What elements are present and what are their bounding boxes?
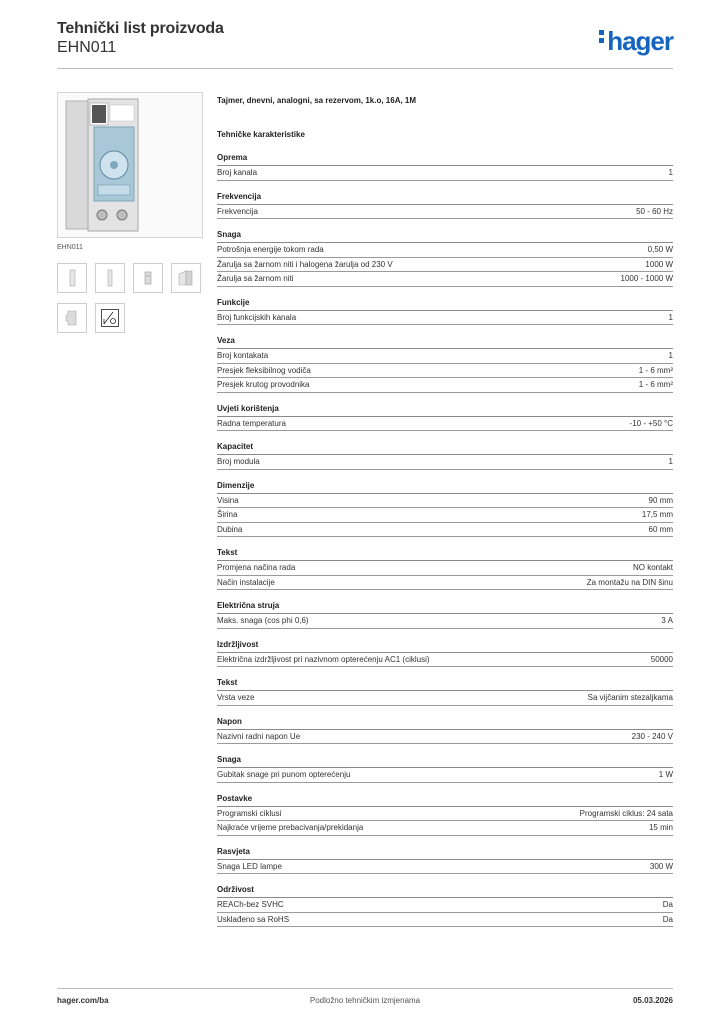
spec-label: Broj modula <box>217 457 260 466</box>
spec-group-title: Napon <box>217 716 673 730</box>
spec-row <box>217 455 673 470</box>
spec-row <box>217 311 673 326</box>
product-code: EHN011 <box>57 39 117 56</box>
spec-group-title: Rasvjeta <box>217 846 673 860</box>
spec-group <box>217 600 673 629</box>
spec-label: Presjek fleksibilnog vodiča <box>217 365 311 375</box>
spec-group-title: Dimenzije <box>217 480 673 494</box>
thumbnail-angle[interactable] <box>171 263 201 293</box>
spec-group <box>217 846 673 875</box>
timer-device-image <box>58 93 202 237</box>
thumbnail-front[interactable] <box>57 263 87 293</box>
spec-row <box>217 243 673 258</box>
spec-value: 1 - 6 mm² <box>638 365 673 375</box>
spec-row <box>217 768 673 783</box>
spec-group <box>217 793 673 836</box>
spec-label: Radna temperatura <box>217 418 286 428</box>
spec-group <box>217 441 673 470</box>
spec-group-title: Tekst <box>217 677 673 691</box>
thumbnail-top[interactable] <box>133 263 163 293</box>
spec-label: Broj kontakata <box>217 351 269 360</box>
spec-value: Da <box>662 914 673 924</box>
page-header <box>57 20 673 70</box>
spec-group-title: Frekvencija <box>217 191 673 205</box>
spec-group <box>217 191 673 220</box>
spec-label: Visina <box>217 495 239 505</box>
spec-row <box>217 258 673 273</box>
spec-group <box>217 335 673 393</box>
spec-group-title: Električna struja <box>217 600 673 614</box>
spec-group <box>217 884 673 927</box>
spec-row <box>217 349 673 364</box>
spec-value: NO kontakt <box>632 563 673 572</box>
spec-label: Gubitak snage pri punom opterećenju <box>217 770 351 779</box>
photo-caption: EHN011 <box>57 244 83 251</box>
spec-groups <box>217 152 673 927</box>
spec-value: Za montažu na DIN šinu <box>586 577 673 587</box>
spec-row <box>217 614 673 629</box>
product-photo[interactable] <box>57 92 203 238</box>
spec-label: Širina <box>217 510 238 519</box>
spec-value: 1 <box>668 351 673 360</box>
spec-row <box>217 576 673 591</box>
spec-label: Frekvencija <box>217 206 258 216</box>
spec-row <box>217 653 673 668</box>
spec-label: Najkraće vrijeme prebacivanja/prekidanja <box>217 823 364 832</box>
spec-value: 1 - 6 mm² <box>638 380 673 389</box>
spec-value: 1 W <box>658 770 673 779</box>
spec-row <box>217 508 673 523</box>
spec-value: 3 A <box>661 616 673 625</box>
spec-row <box>217 860 673 875</box>
spec-group-title: Kapacitet <box>217 441 673 455</box>
spec-group-title: Veza <box>217 335 673 349</box>
spec-label: Dubina <box>217 524 243 534</box>
spec-value: 0,50 W <box>647 245 673 254</box>
spec-row <box>217 272 673 287</box>
device-side-icon <box>100 268 120 288</box>
spec-value: 230 - 240 V <box>631 731 673 741</box>
device-front-icon <box>62 268 82 288</box>
spec-row <box>217 691 673 706</box>
spec-row <box>217 913 673 928</box>
spec-label: Vrsta veze <box>217 693 255 702</box>
product-media-column <box>57 92 203 333</box>
spec-row <box>217 561 673 576</box>
spec-group <box>217 297 673 326</box>
spec-group <box>217 403 673 432</box>
spec-label: Broj kanala <box>217 168 258 177</box>
spec-value: 1 <box>668 168 673 177</box>
spec-row <box>217 205 673 220</box>
spec-row <box>217 378 673 393</box>
spec-group <box>217 480 673 538</box>
spec-group-title: Uvjeti korištenja <box>217 403 673 417</box>
product-description: Tajmer, dnevni, analogni, sa rezervom, 1k.o, 16A, 1M <box>217 96 417 105</box>
spec-value: Sa vijčanim stezaljkama <box>587 693 673 702</box>
wiring-diagram-icon <box>100 308 120 328</box>
thumbnail-side[interactable] <box>95 263 125 293</box>
hager-logo: hager <box>599 26 673 57</box>
spec-group-title: Izdržljivost <box>217 639 673 653</box>
spec-value: 1000 W <box>645 259 673 269</box>
footer-website[interactable]: hager.com/ba <box>57 996 109 1005</box>
spec-group-title: Održivost <box>217 884 673 898</box>
spec-group-title: Oprema <box>217 152 673 166</box>
spec-label: Presjek krutog provodnika <box>217 380 310 389</box>
spec-row <box>217 807 673 822</box>
thumbnail-row-2 <box>57 303 203 333</box>
logo-dots-icon <box>599 30 605 46</box>
spec-value: Programski ciklus: 24 sata <box>579 808 673 818</box>
spec-label: Način instalacije <box>217 577 275 587</box>
spec-group-title: Postavke <box>217 793 673 807</box>
spec-group-title: Snaga <box>217 754 673 768</box>
spec-label: Žarulja sa žarnom niti i halogena žarulja od 230 V <box>217 259 393 269</box>
spec-group <box>217 547 673 590</box>
spec-row <box>217 494 673 509</box>
spec-value: -10 - +50 °C <box>629 418 673 428</box>
spec-value: Da <box>662 900 673 909</box>
spec-group <box>217 677 673 706</box>
spec-value: 300 W <box>649 861 673 871</box>
spec-value: 17,5 mm <box>641 510 673 519</box>
tech-specs-heading: Tehničke karakteristike <box>217 130 305 139</box>
device-top-icon <box>138 268 158 288</box>
spec-value: 50000 <box>650 654 673 664</box>
spec-value: 90 mm <box>648 495 673 505</box>
spec-label: Programski ciklusi <box>217 808 282 818</box>
spec-group-title: Tekst <box>217 547 673 561</box>
document-title: Tehnički list proizvoda <box>57 20 224 37</box>
spec-label: REACh-bez SVHC <box>217 900 284 909</box>
spec-label: Promjena načina rada <box>217 563 296 572</box>
footer-date: 05.03.2026 <box>632 996 673 1005</box>
spec-row <box>217 166 673 181</box>
spec-value: 15 min <box>648 823 673 832</box>
spec-row <box>217 364 673 379</box>
spec-label: Usklađeno sa RoHS <box>217 914 290 924</box>
spec-value: 1 <box>668 457 673 466</box>
spec-row <box>217 898 673 913</box>
spec-value: 60 mm <box>648 524 673 534</box>
spec-value: 1000 - 1000 W <box>620 274 673 283</box>
spec-label: Maks. snaga (cos phi 0,6) <box>217 616 309 625</box>
spec-value: 50 - 60 Hz <box>636 206 673 216</box>
spec-group <box>217 229 673 287</box>
spec-label: Potrošnja energije tokom rada <box>217 245 324 254</box>
spec-row <box>217 821 673 836</box>
spec-label: Električna izdržljivost pri nazivnom opterećenju AC1 (ciklusi) <box>217 654 430 664</box>
spec-label: Nazivni radni napon Ue <box>217 731 301 741</box>
device-angle-icon <box>176 268 196 288</box>
spec-row <box>217 523 673 538</box>
spec-group <box>217 639 673 668</box>
specifications-column <box>217 96 673 937</box>
spec-label: Broj funkcijskih kanala <box>217 312 297 322</box>
header-divider <box>57 68 673 69</box>
spec-label: Snaga LED lampe <box>217 861 282 871</box>
spec-group <box>217 716 673 745</box>
spec-label: Žarulja sa žarnom niti <box>217 274 294 283</box>
footer-divider <box>57 988 673 989</box>
thumbnail-wiring[interactable] <box>95 303 125 333</box>
thumbnail-dimension[interactable] <box>57 303 87 333</box>
footer-note: Podložno tehničkim izmjenama <box>309 996 421 1005</box>
spec-row <box>217 730 673 745</box>
spec-value: 1 <box>668 312 673 322</box>
spec-group <box>217 152 673 181</box>
dimension-drawing-icon <box>62 308 82 328</box>
spec-group <box>217 754 673 783</box>
thumbnail-row <box>57 263 203 293</box>
spec-row <box>217 417 673 432</box>
spec-group-title: Snaga <box>217 229 673 243</box>
spec-group-title: Funkcije <box>217 297 673 311</box>
